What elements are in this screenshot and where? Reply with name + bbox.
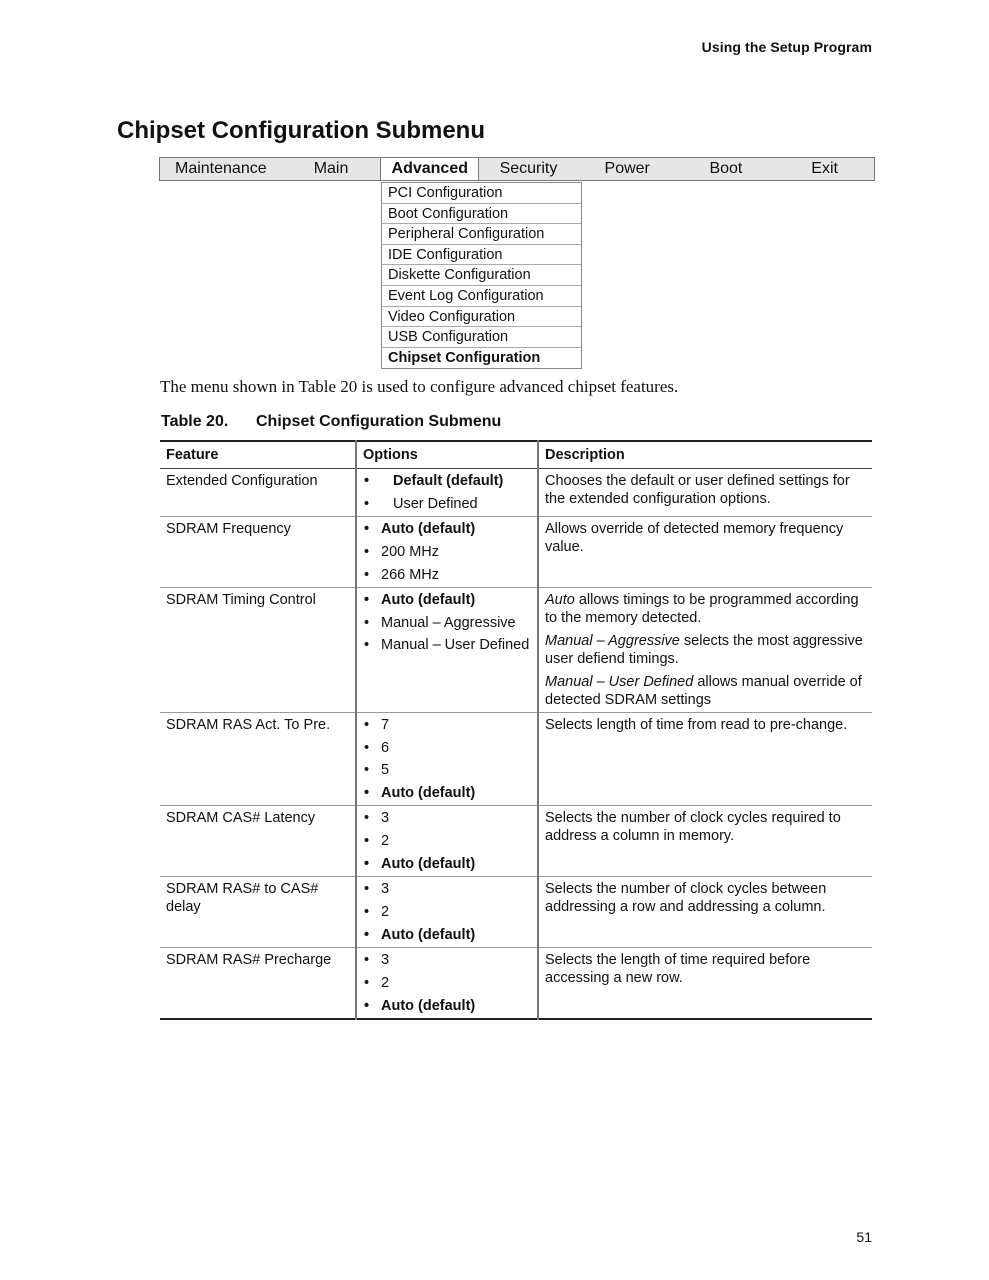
option-item: • 2	[363, 974, 531, 992]
chipset-table	[160, 440, 872, 1020]
menu-boot[interactable]: Boot	[709, 160, 743, 177]
option-item: • Default (default)	[363, 472, 531, 490]
option-item: • Auto (default)	[363, 784, 531, 802]
description-cell	[538, 587, 872, 712]
option-item: • 3	[363, 880, 531, 898]
options-cell	[356, 587, 538, 712]
description-cell	[538, 947, 872, 1018]
table-number: Table 20.	[161, 413, 229, 430]
option-item: • Auto (default)	[363, 855, 531, 873]
description-cell	[538, 806, 872, 877]
menu-security[interactable]: Security	[499, 160, 558, 177]
description-cell	[538, 877, 872, 948]
option-item: • 200 MHz	[363, 543, 531, 561]
menu-maintenance[interactable]: Maintenance	[175, 160, 267, 177]
options-cell	[356, 877, 538, 948]
table-row	[160, 587, 872, 712]
description-text: Selects the length of time required before accessing a new row.	[545, 951, 811, 986]
table-title: Chipset Configuration Submenu	[256, 413, 502, 430]
page-title: Chipset Configuration Submenu	[117, 117, 485, 144]
menu-advanced[interactable]: Advanced	[380, 158, 479, 180]
option-item: • 6	[363, 739, 531, 757]
option-item: • Auto (default)	[363, 591, 531, 609]
header-options: Options	[356, 441, 538, 469]
options-cell	[356, 712, 538, 806]
description-text: Auto allows timings to be programmed according to the memory detected.	[545, 591, 859, 626]
menu-power[interactable]: Power	[604, 160, 650, 177]
submenu-diskette[interactable]: Diskette Configuration	[382, 265, 581, 286]
table-row	[160, 877, 872, 948]
menu-exit[interactable]: Exit	[811, 160, 838, 177]
description-text: Manual – User Defined allows manual override of detected SDRAM settings	[545, 673, 862, 708]
header-feature: Feature	[160, 441, 356, 469]
description-text: Selects the number of clock cycles between addressing a row and addressing a column.	[545, 881, 827, 916]
description-text: Chooses the default or user defined settings for the extended configuration options.	[545, 473, 850, 507]
option-item: • 2	[363, 903, 531, 921]
options-cell	[356, 947, 538, 1018]
option-item: • 5	[363, 761, 531, 779]
description-text: Allows override of detected memory frequency value.	[545, 520, 844, 555]
option-item: • 3	[363, 809, 531, 827]
submenu-video[interactable]: Video Configuration	[382, 307, 581, 328]
option-item: • Manual – Aggressive	[363, 614, 531, 632]
feature-cell: SDRAM RAS Act. To Pre.	[160, 712, 356, 806]
option-item: • Manual – User Defined	[363, 636, 531, 654]
option-item: • Auto (default)	[363, 520, 531, 538]
feature-cell: SDRAM RAS# Precharge	[160, 947, 356, 1018]
submenu-pci[interactable]: PCI Configuration	[382, 183, 581, 204]
description-text: Selects length of time from read to pre-change.	[545, 716, 848, 733]
submenu-peripheral[interactable]: Peripheral Configuration	[382, 224, 581, 245]
table-row	[160, 712, 872, 806]
option-item: • 266 MHz	[363, 566, 531, 584]
option-item: • 7	[363, 716, 531, 734]
description-text: Selects the number of clock cycles required to address a column in memory.	[545, 810, 841, 845]
submenu-ide[interactable]: IDE Configuration	[382, 245, 581, 266]
feature-cell: SDRAM Frequency	[160, 516, 356, 587]
options-cell	[356, 516, 538, 587]
option-item: • 3	[363, 951, 531, 969]
submenu-event-log[interactable]: Event Log Configuration	[382, 286, 581, 307]
feature-cell: SDRAM CAS# Latency	[160, 806, 356, 877]
running-header: Using the Setup Program	[701, 39, 872, 55]
table-row	[160, 947, 872, 1018]
table-row	[160, 806, 872, 877]
options-cell	[356, 469, 538, 517]
feature-cell: SDRAM Timing Control	[160, 587, 356, 712]
option-item: • User Defined	[363, 495, 531, 513]
table-row	[160, 516, 872, 587]
header-description: Description	[538, 441, 872, 469]
submenu-chipset[interactable]: Chipset Configuration	[388, 349, 541, 366]
description-text: Manual – Aggressive selects the most aggressive user defiend timings.	[545, 632, 863, 667]
advanced-submenu	[381, 182, 582, 369]
feature-cell: SDRAM RAS# to CAS# delay	[160, 877, 356, 948]
menu-main[interactable]: Main	[313, 160, 349, 177]
feature-cell: Extended Configuration	[160, 469, 356, 517]
description-cell	[538, 469, 872, 517]
intro-paragraph: The menu shown in Table 20 is used to configure advanced chipset features.	[160, 377, 679, 396]
table-header-row	[160, 441, 872, 469]
table-row	[160, 469, 872, 517]
option-item: • Auto (default)	[363, 997, 531, 1015]
description-cell	[538, 516, 872, 587]
page-number: 51	[856, 1229, 872, 1245]
submenu-usb[interactable]: USB Configuration	[382, 327, 581, 348]
submenu-boot[interactable]: Boot Configuration	[382, 204, 581, 225]
options-cell	[356, 806, 538, 877]
bios-menu-bar	[159, 157, 875, 181]
option-item: • 2	[363, 832, 531, 850]
description-cell	[538, 712, 872, 806]
table-caption	[161, 413, 501, 431]
option-item: • Auto (default)	[363, 926, 531, 944]
